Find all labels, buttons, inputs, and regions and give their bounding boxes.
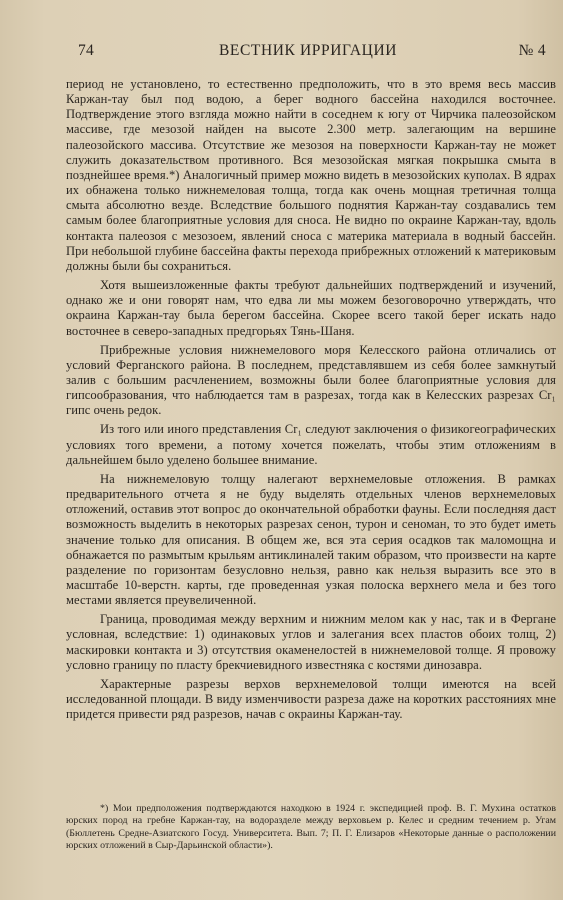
paragraph: Хотя вышеизложенные факты требуют дальнейших подтверждений и изучений, однако же и они говорят нам, что едва ли мы можем безоговорочно утверждать, что окраина Каржан-тау была берегом бассейна. Скорее всего такой берег искать надо восточнее в северо-западных предгорьях Тянь-Шаня.: [66, 278, 556, 338]
running-header: [66, 42, 550, 62]
paragraph: Прибрежные условия нижнемелового моря Келесского района отличались от условий Ферганского района. В последнем, представлявшем из себя более замкнутый залив с большим расчленением, возможны были более благоприятные условия для гипсообразования, что наблюдается там в разрезах, тогда как в Келесских разрезах Cr₁ гипс очень редок.: [66, 342, 556, 418]
footnote-text: *) Мои предположения подтверждаются находкою в 1924 г. экспедицией проф. В. Г. Мухина остатков юрских пород на гребне Каржан-тау, на водоразделе между верховьем р. Келес и средним течением р. Угам (Бюллетень Средне-Азиатского Госуд. Университета. Вып. 7; П. Г. Елизаров «Некоторые данные о расположении юрских отложений в Сыр-Дарьинской области»).: [66, 803, 556, 851]
issue-number: № 4: [518, 42, 546, 59]
paragraph: период не установлено, то естественно предположить, что в это время весь массив Каржан-тау был под водою, а берег водного бассейна находился восточнее. Подтверждение этого взгляда можно найти в соседнем к югу от Чирчика палеозойском массиве, где мезозой найден на высоте 2.300 метр. залегающим на вершине палеозойского массива. Отсутствие же мезозоя на поверхности Каржан-тау не может служить доказательством противного. Вся мезозойская мягкая покрышка смыта в позднейшее время.*) Аналогичный пример можно видеть в мезозойских куполах. В ядрах их обнажена только нижнемеловая толща, тогда как очень мощная третичная толща смыта абсолютно везде. Вследствие большого поднятия Каржан-тау создавались тем самым более благоприятные условия для сноса. Не видно по окраине Каржан-тау, вдоль контакта палеозоя с мезозоем, явлений сноса с материка материала в водный бассейн. При небольшой глубине бассейна факты перехода прибрежных отложений к материковым должны были бы сохраниться.: [66, 77, 556, 273]
paragraph: Характерные разрезы верхов верхнемеловой толщи имеются на всей исследованной площади. В виду изменчивости разреза даже на коротких расстояниях мне придется привести ряд разрезов, начав с окраины Каржан-тау.: [66, 676, 556, 722]
paragraph: Граница, проводимая между верхним и нижним мелом как у нас, так и в Фергане условная, вследствие: 1) одинаковых углов и залегания всех пластов обоих толщ, 2) маскировки контакта и 3) отсутствия окаменелостей в нижнемеловой толще. Я провожу условно границу по пласту брекчиевидного известняка с костями динозавра.: [66, 612, 556, 672]
paragraph: Из того или иного представления Cr₁ следуют заключения о физикогеографических условиях того времени, а потому хочется пожелать, чтобы этим отложениям в дальнейшем было уделено большее внимание.: [66, 422, 556, 467]
body-text: [66, 77, 556, 726]
journal-title: ВЕСТНИК ИРРИГАЦИИ: [218, 42, 398, 59]
page-number: 74: [78, 42, 95, 59]
footnote: [66, 803, 556, 852]
paragraph: На нижнемеловую толщу налегают верхнемеловые отложения. В рамках предварительного отчета я не буду выделять отдельных членов верхнемеловых отложений, оставив этот вопрос до окончательной обработки фауны. Если последняя даст возможность выделить в некоторых разрезах сенон, турон и сеноман, то это будет иметь значение только для описания. В общем же, вся эта серия осадков так маломощна и обнажается по размытым крыльям антиклиналей таким образом, что произвести на карте разделение по горизонтам безусловно нельзя, равно как нельзя выразить все это в масштабе 10-верстн. карты, где проведенная узкая полоска верхнего мела и без того местами является преувеличенной.: [66, 471, 556, 608]
